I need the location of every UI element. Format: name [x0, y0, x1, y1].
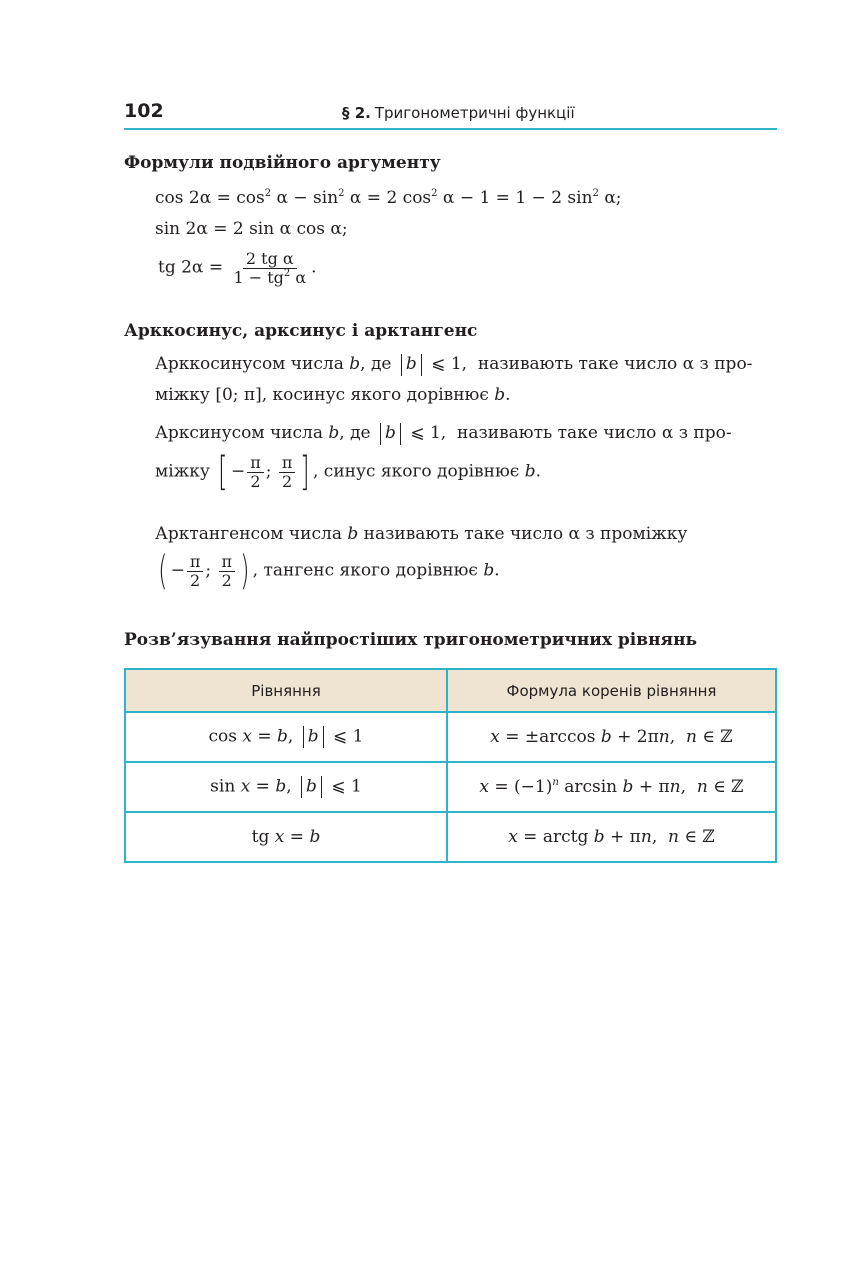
double-angle-heading: Формули подвійного аргументу — [124, 153, 441, 173]
arctg-definition-line2: ( − $\frac{\pi}{2}$ ; $\frac{\pi}{2}$ ) , тангенс якого дорівнює b. — [158, 548, 500, 594]
column-header-equation: Рівняння — [125, 669, 447, 712]
sin-double-formula: sin 2α = 2 sin α cos α; — [155, 219, 348, 239]
equations-heading: Розв’язування найпростіших тригонометричних рівнянь — [124, 630, 698, 650]
table-row — [125, 812, 776, 862]
equations-table — [124, 668, 777, 863]
table-row — [125, 762, 776, 812]
column-header-formula: Формула коренів рівняння — [447, 669, 776, 712]
arccos-definition: Арккосинусом числа b, де b ⩽ 1, називають таке число α з про- міжку [0; π], косинус якого дорівнює b. — [155, 354, 753, 405]
arc-heading: Арккосинус, арксинус і арктангенс — [124, 321, 478, 341]
formula-cell: x = arctg b + πn, n ∈ ℤ — [447, 812, 776, 862]
equation-cell: cos x = b, b ⩽ 1 — [125, 712, 447, 762]
tg-double-formula: tg 2α = $\frac{\text{2 tg α}}{1 - tg^2 \alpha}$ . — [158, 249, 317, 287]
arctg-definition-line1: Арктангенсом числа b називають таке число α з проміжку — [155, 524, 688, 544]
section-mark: § 2. — [342, 104, 371, 122]
arcsin-definition-line1: Арксинусом числа b, де b ⩽ 1, називають таке число α з про- — [155, 423, 732, 443]
tg-fraction: $\frac{\text{2 tg α}}{1 - tg^2 \alpha}$ — [233, 249, 307, 287]
cos-double-formula: $\cos 2\alpha = \cos^2 \alpha - \sin^2 \alpha = 2$ $\cos^2 \alpha - 1 = 1 - 2$ $\sin^2 \alpha$; — [155, 188, 622, 208]
table-header-row — [125, 669, 776, 712]
formula-cell: $x = (-1)^n$ arcsin b + πn, n ∈ ℤ — [447, 762, 776, 812]
header-rule — [124, 128, 777, 130]
equation-cell: sin x = b, b ⩽ 1 — [125, 762, 447, 812]
arcsin-definition-line2: міжку [ − $\frac{\pi}{2}$ ; $\frac{\pi}{2}$ ] , синус якого дорівнює b. — [155, 449, 541, 495]
table-row — [125, 712, 776, 762]
section-title: Тригонометричні функції — [374, 104, 575, 122]
equation-cell: tg x = b — [125, 812, 447, 862]
page-number: 102 — [124, 100, 164, 122]
running-head — [342, 104, 575, 122]
formula-cell: x = ±arccos b + 2πn, n ∈ ℤ — [447, 712, 776, 762]
